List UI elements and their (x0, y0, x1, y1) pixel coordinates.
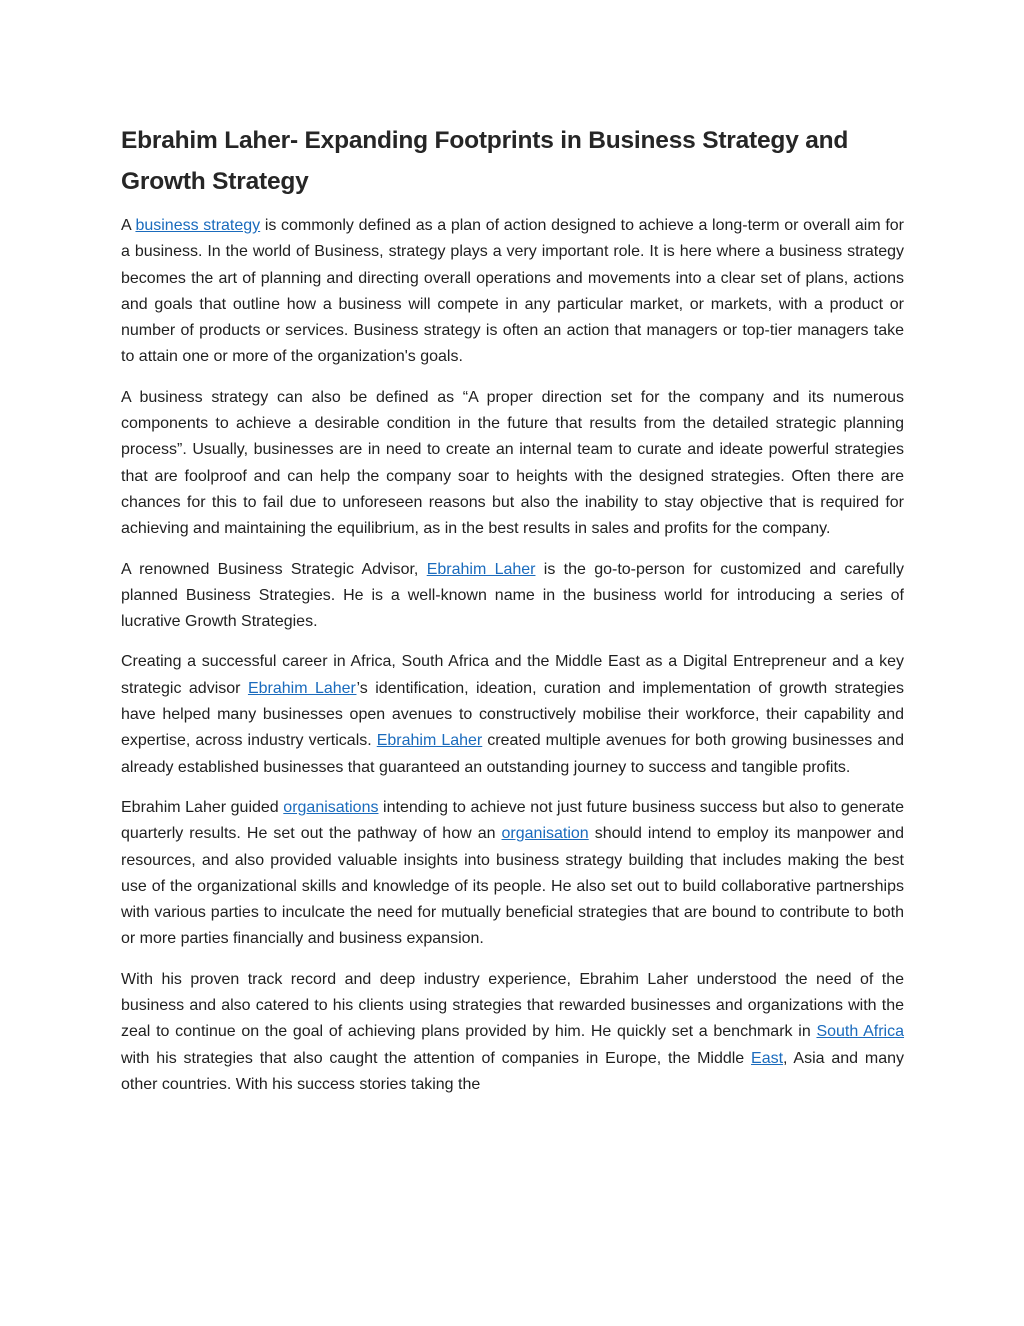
paragraph-3 (121, 557, 904, 636)
paragraph-3-text-a: A renowned Business Strategic Advisor, (121, 560, 427, 578)
paragraph-4 (121, 649, 904, 780)
paragraph-6-text-b: with his strategies that also caught the attention of companies in Europe, the Middle (121, 1049, 752, 1067)
link-organisations[interactable]: organisations (283, 798, 379, 816)
paragraph-5-text-b: intending to achieve not just future business success but also to generate quarterly results. He set out the pathway of how an (121, 798, 904, 843)
paragraph-6-text-c: , Asia and many other countries. With his success stories taking the (121, 1049, 905, 1093)
paragraph-5-text-a: Ebrahim Laher guided (121, 798, 284, 816)
paragraph-4-text-b: ’s identification, ideation, curation and implementation of growth strategies have helped many businesses open avenues to constructively mobilise their workforce, their capability and expertise, across industry verticals. (121, 679, 905, 750)
paragraph-1-text-b: is commonly defined as a plan of action designed to achieve a long-term or overall aim for a business. In the world of Business, strategy plays a very important role. It is here where a business strategy becomes the art of planning and directing overall operations and movements into a clear set of plans, actions and goals that outline how a business will compete in any particular market, or markets, with a product or number of products or services. Business strategy is often an action that managers or top-tier managers take to attain one or more of the organization's goals. (121, 217, 905, 366)
article-title: Ebrahim Laher- Expanding Footprints in Business Strategy and Growth Strategy (121, 127, 849, 195)
paragraph-4-text-c: created multiple avenues for both growing businesses and already established businesses that guaranteed an outstanding journey to success and tangible profits. (121, 732, 905, 776)
link-south-africa[interactable]: South Africa (816, 1023, 905, 1041)
paragraph-5 (121, 795, 904, 953)
link-ebrahim-laher-2[interactable]: Ebrahim Laher (247, 679, 357, 697)
link-organisation[interactable]: organisation (501, 825, 589, 843)
paragraph-1 (121, 213, 904, 371)
document-page (121, 120, 904, 1112)
paragraph-5-text-c: should intend to employ its manpower and resources, and also provided valuable insights into business strategy building that includes making the best use of the organizational skills and knowledge of its people. He also set out to build collaborative partnerships with various parties to inculcate the need for mutually beneficial strategies that are bound to contribute to both or more parties financially and business expansion. (121, 825, 905, 948)
paragraph-6 (121, 967, 904, 1098)
paragraph-4-text-a: Creating a successful career in Africa, South Africa and the Middle East as a Digital Entrepreneur and a key strategic advisor (121, 653, 904, 697)
paragraph-3-text-b: is the go-to-person for customized and carefully planned Business Strategies. He is a well-known name in the business world for introducing a series of lucrative Growth Strategies. (121, 560, 905, 631)
link-ebrahim-laher-3[interactable]: Ebrahim Laher (376, 732, 483, 750)
link-business-strategy[interactable]: business strategy (135, 217, 261, 234)
paragraph-1-text-a: A (121, 217, 136, 234)
paragraph-6-text-a: With his proven track record and deep industry experience, Ebrahim Laher understood the need of the business and also catered to his clients using strategies that rewarded businesses and organizations with the zeal to continue on the goal of achieving plans provided by him. He quickly set a benchmark in (121, 970, 904, 1041)
paragraph-2: A business strategy can also be defined as “A proper direction set for the company and its numerous components to achieve a desirable condition in the future that results from the detailed strategic planning process”. Usually, businesses are in need to create an internal team to curate and ideate powerful strategies that are foolproof and can help the company soar to heights with the designed strategies. Often there are chances for this to fail due to unforeseen reasons but also the inability to stay objective that is required for achieving and maintaining the equilibrium, as in the best results in sales and profits for the company. (121, 388, 904, 538)
link-ebrahim-laher-1[interactable]: Ebrahim Laher (426, 560, 536, 578)
link-east[interactable]: East (751, 1049, 784, 1067)
